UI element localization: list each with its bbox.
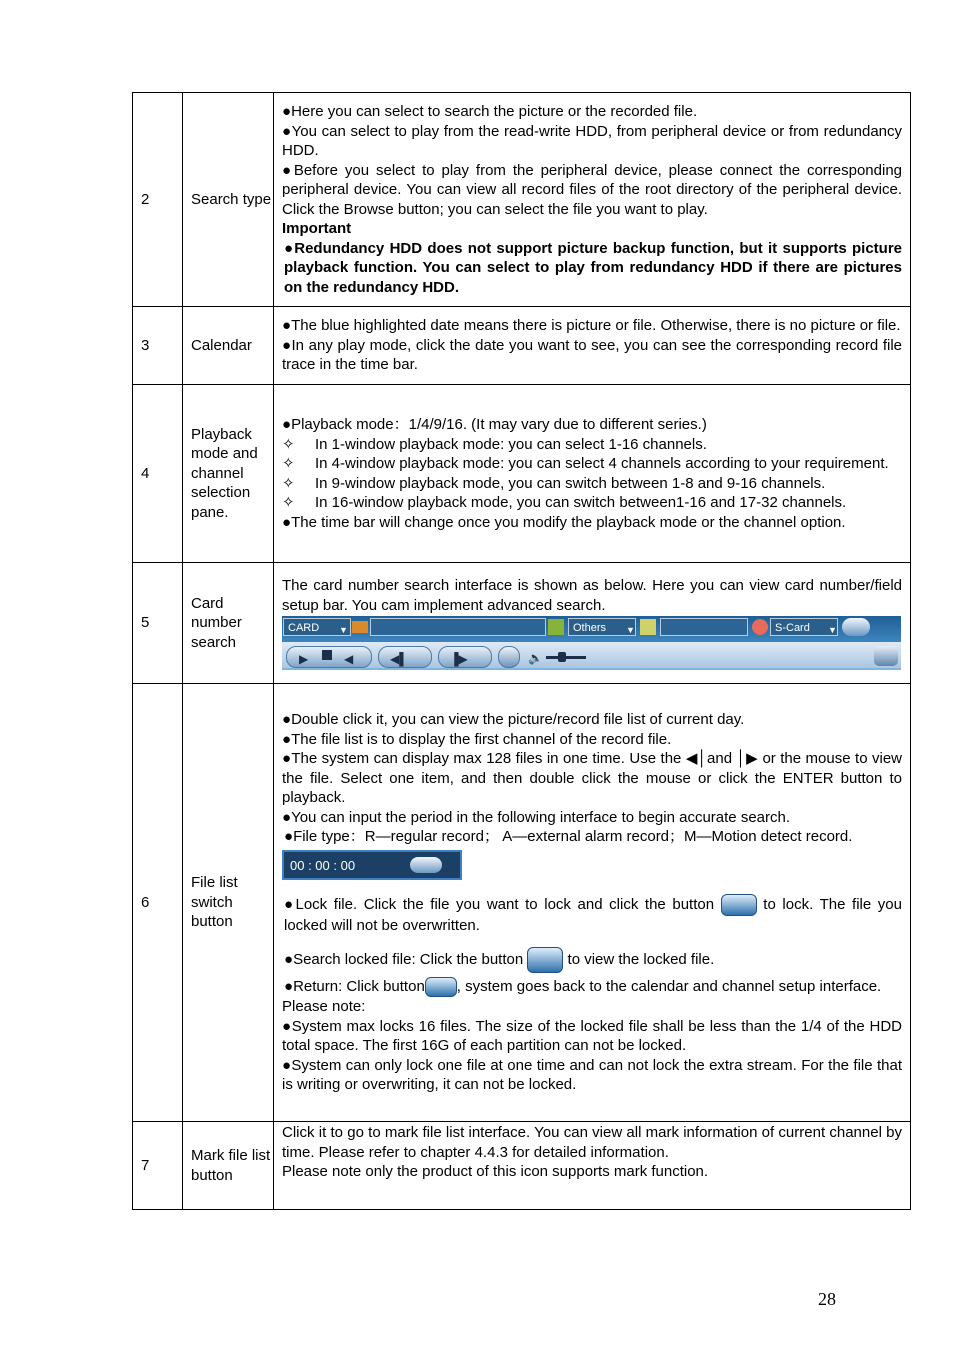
card-field-select[interactable]: CARD — [283, 618, 351, 636]
search-locked-text: ● Search locked file: Click the button to view the locked file. — [282, 947, 902, 973]
bullet-text: ● System max locks 16 files. The size of the locked file shall be less than the 1/4 of the HDD total space. The first 16G of each partition can not be locked. — [282, 1017, 902, 1056]
bullet-text: ● The time bar will change once you modify the playback mode or the channel option. — [282, 513, 902, 533]
scard-field-select[interactable]: S-Card — [770, 618, 838, 636]
sub-item: ✧ In 9-window playback mode, you can switch between 1-8 and 9-16 channels. — [282, 474, 826, 492]
row-description — [274, 1122, 911, 1210]
smart-search-icon[interactable] — [498, 646, 520, 668]
card-search-text: The card number search interface is shown as below. Here you can view card number/field setup bar. You cam implement advanced search. — [282, 577, 902, 614]
sub-item: ✧ In 1-window playback mode: you can select 1-16 channels. — [282, 435, 707, 453]
table-row — [133, 93, 911, 307]
dropdown-arrow-icon: ▼ — [828, 625, 837, 635]
keyboard-icon[interactable] — [352, 621, 368, 633]
time-input[interactable]: 00 : 00 : 00 — [290, 857, 356, 873]
card-number-input[interactable] — [370, 618, 546, 636]
row-title: Calendar — [183, 307, 274, 385]
bullet-text: ● You can input the period in the following interface to begin accurate search. — [282, 808, 902, 828]
search-icon[interactable] — [842, 618, 870, 636]
bullet-text: ● Before you select to play from the peripheral device, please connect the corresponding peripheral device. You can view all record files of the root directory of the peripheral device. Click the Browse button; you can select the file you want to play. — [282, 161, 902, 220]
search-icon[interactable] — [410, 857, 442, 873]
bullet-text: ● The file list is to display the first channel of the record file. — [282, 730, 902, 750]
diamond-bullet-icon: ✧ — [282, 474, 295, 492]
others-input[interactable] — [660, 618, 748, 636]
bullet-text: ● Here you can select to search the picture or the recorded file. — [282, 102, 902, 122]
lock-file-icon[interactable] — [721, 894, 757, 916]
row-description — [274, 563, 911, 684]
page-number: 28 — [818, 1289, 836, 1309]
volume-slider[interactable] — [546, 656, 586, 659]
diamond-bullet-icon: ✧ — [282, 435, 295, 453]
table-row — [133, 1122, 911, 1210]
search-locked-icon[interactable] — [527, 947, 563, 973]
edit-icon[interactable] — [640, 619, 656, 635]
bullet-text: ● Playback mode：1/4/9/16. (It may vary due to different series.) — [282, 415, 902, 435]
play-icon: ▶ — [299, 652, 309, 666]
diamond-bullet-icon: ✧ — [282, 455, 295, 472]
bullet-text: ● The system can display max 128 files in one time. Use the ◀│and │▶ or the mouse to view the file. Select one item, and then double click the mouse or click the ENTER button to playback. — [282, 749, 902, 808]
bullet-text: ● Double click it, you can view the picture/record file list of current day. — [282, 710, 902, 730]
row-title: Card number search — [183, 563, 274, 684]
row-title: Mark file list button — [183, 1122, 274, 1210]
sub-item: ✧ In 4-window playback mode: you can select 4 channels according to your requirement. — [282, 455, 889, 472]
no-entry-icon[interactable] — [752, 619, 768, 635]
return-icon[interactable] — [425, 977, 457, 997]
row-description — [274, 307, 911, 385]
row-description — [274, 684, 911, 1122]
bullet-text: ● File type：R—regular record； A—external alarm record；M—Motion detect record. — [282, 827, 902, 847]
dropdown-arrow-icon: ▼ — [339, 625, 348, 635]
return-text: ● Return: Click button , system goes back to the calendar and channel setup interface. — [282, 977, 902, 997]
bullet-text: ● In any play mode, click the date you want to see, you can see the corresponding record file trace in the time bar. — [282, 336, 902, 375]
row-description — [274, 385, 911, 563]
next-frame-icon: ▐▶ — [450, 652, 468, 666]
close-icon[interactable] — [874, 646, 898, 666]
row-number: 6 — [133, 684, 183, 1122]
note-heading: Please note: — [282, 998, 366, 1016]
table-row — [133, 385, 911, 563]
volume-icon[interactable]: 🔈 — [528, 651, 543, 665]
table-row — [133, 307, 911, 385]
table-row — [133, 684, 911, 1122]
dropdown-arrow-icon: ▼ — [626, 625, 635, 635]
card-search-toolbar-image — [282, 616, 901, 670]
time-search-box — [282, 850, 462, 880]
row-number: 7 — [133, 1122, 183, 1210]
row-title: Search type — [183, 93, 274, 307]
row-number: 5 — [133, 563, 183, 684]
row-number: 4 — [133, 385, 183, 563]
volume-slider-thumb[interactable] — [558, 652, 566, 662]
bullet-text: ● The blue highlighted date means there is picture or file. Otherwise, there is no picture or file. — [282, 316, 902, 336]
play-backward-icon: ◀ — [344, 652, 354, 666]
edit-icon[interactable] — [548, 619, 564, 635]
manual-table — [132, 92, 911, 1210]
bullet-text: ● System can only lock one file at one time and can not lock the extra stream. For the file that is writing or overwriting, it can not be locked. — [282, 1056, 902, 1095]
row-number: 3 — [133, 307, 183, 385]
row-description — [274, 93, 911, 307]
row-title: File list switch button — [183, 684, 274, 1122]
bullet-text: ● You can select to play from the read-write HDD, from peripheral device or from redundancy HDD. — [282, 122, 902, 161]
lock-file-text: ● Lock file. Click the file you want to lock and click the button to lock. The file you locked will not be overwritten. — [282, 894, 902, 936]
row-number: 2 — [133, 93, 183, 307]
sub-item: ✧ In 16-window playback mode, you can switch between1-16 and 17-32 channels. — [282, 494, 847, 511]
important-heading: Important — [282, 220, 352, 237]
diamond-bullet-icon: ✧ — [282, 494, 295, 511]
previous-frame-icon: ◀▌ — [390, 652, 408, 666]
others-field-select[interactable]: Others — [568, 618, 636, 636]
row-title: Playback mode and channel selection pane. — [183, 385, 274, 563]
stop-icon — [322, 650, 332, 660]
mark-file-text: Click it to go to mark file list interface. You can view all mark information of current channel by time. Please refer to chapter 4.4.3 for detailed information. — [282, 1124, 902, 1161]
table-row — [133, 563, 911, 684]
important-note: ● Redundancy HDD does not support picture backup function, but it supports picture playback function. You can select to play from redundancy HDD if there are pictures on the redundancy HDD. — [282, 239, 902, 298]
mark-file-note: Please note only the product of this icon supports mark function. — [282, 1163, 709, 1180]
